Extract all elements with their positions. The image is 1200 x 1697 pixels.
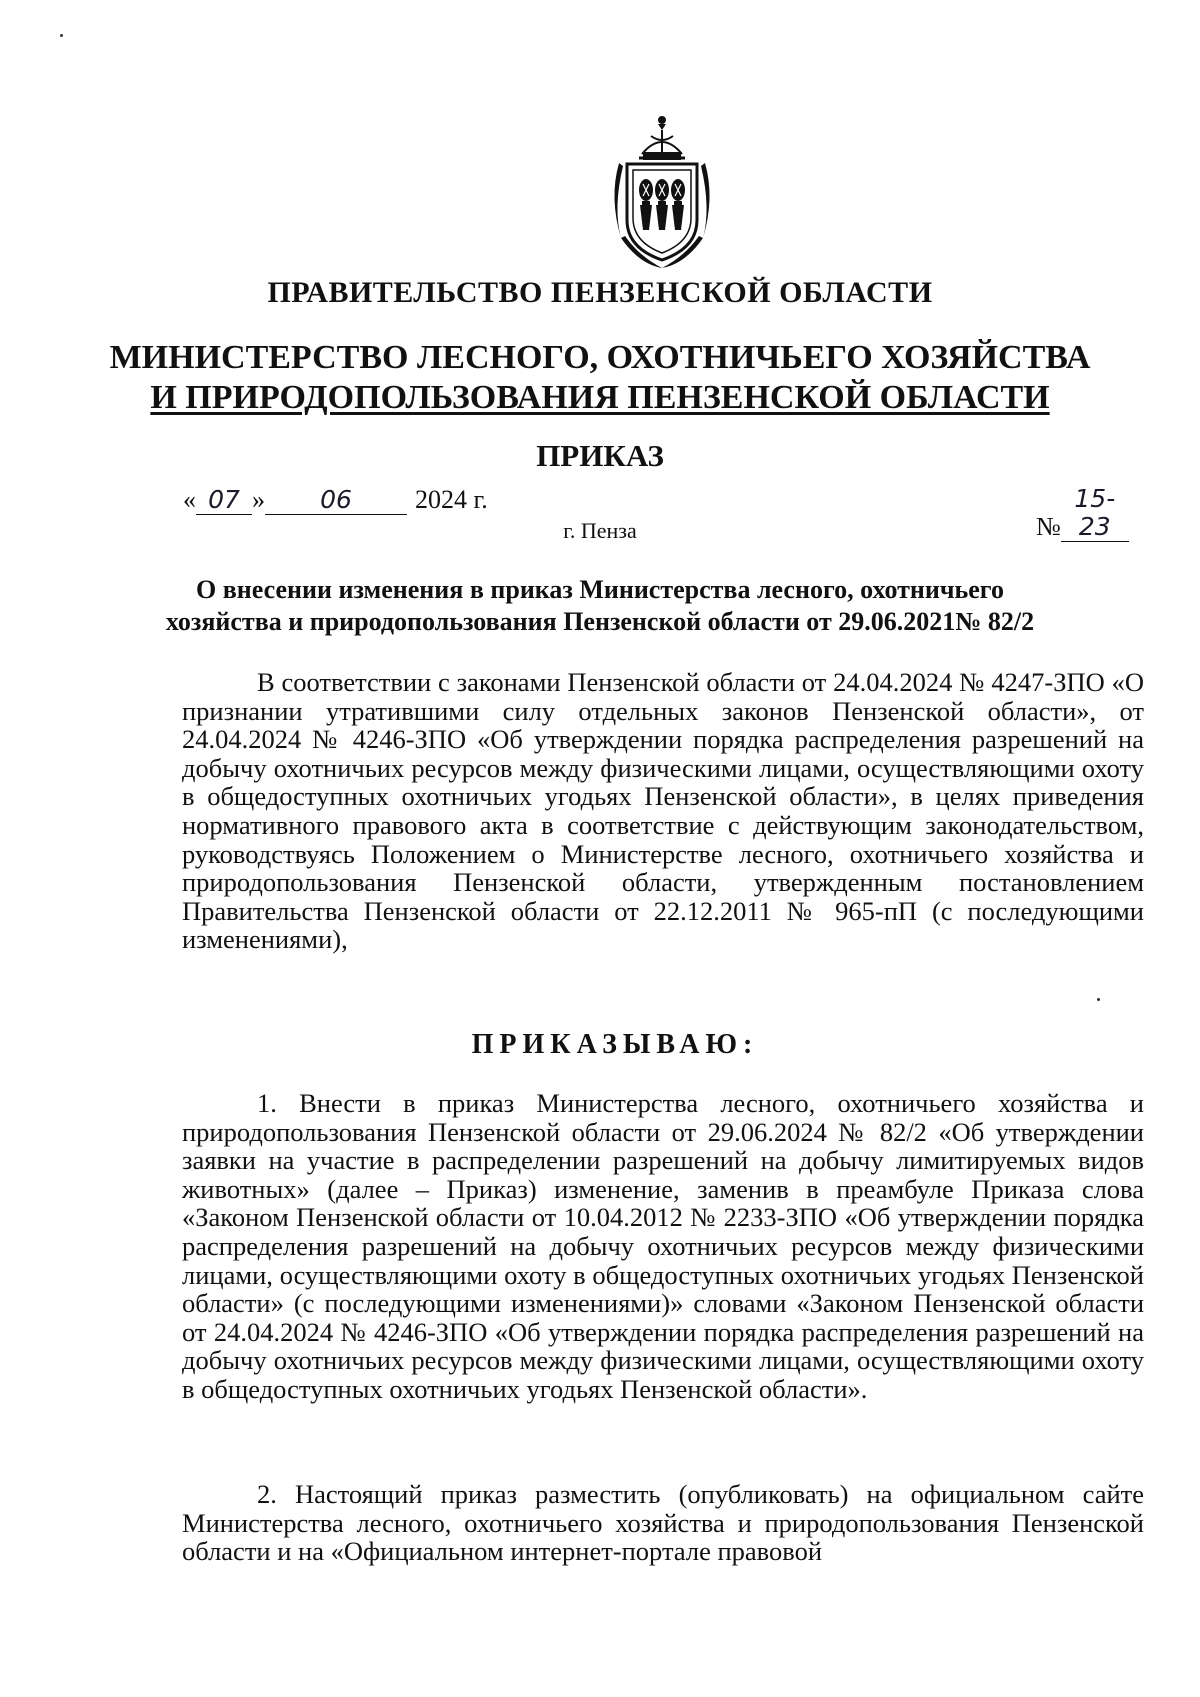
government-title: ПРАВИТЕЛЬСТВО ПЕНЗЕНСКОЙ ОБЛАСТИ bbox=[267, 276, 933, 309]
scan-speck bbox=[60, 34, 63, 37]
date-open-quote: « bbox=[183, 485, 196, 514]
scan-speck bbox=[1097, 998, 1100, 1001]
date-month-handwritten: 06 bbox=[265, 486, 407, 515]
document-date bbox=[183, 485, 583, 519]
item-1-paragraph bbox=[182, 1089, 1144, 1404]
decree-heading: ПРИКАЗЫВАЮ: bbox=[471, 1029, 759, 1060]
date-day-handwritten: 07 bbox=[196, 486, 252, 515]
ministry-title-line2: И ПРИРОДОПОЛЬЗОВАНИЯ ПЕНЗЕНСКОЙ ОБЛАСТИ bbox=[150, 379, 1050, 416]
document-city: г. Пенза bbox=[563, 518, 637, 543]
date-close-quote: » bbox=[252, 485, 265, 514]
preamble-paragraph bbox=[182, 668, 1144, 954]
penza-coat-of-arms-icon bbox=[599, 108, 725, 274]
ministry-title bbox=[0, 338, 1200, 418]
item-1-text: 1. Внести в приказ Министерства лесного, охотничьего хозяйства и природопользования Пензенской области от 29.06.2024 № 82/2 «Об утверждении заявки на участие в распределении разрешений на добычу лимитируемых видов животных» (далее – Приказ) изменение, заменив в преамбуле Приказа слова «Законом Пензенской области от 10.04.2012 № 2233-ЗПО «Об утверждении порядка распределения разрешений на добычу охотничьих ресурсов между физическими лицами, осуществляющими охоту в общедоступных охотничьих угодьях Пензенской области» (с последующими изменениями)» словами «Законом Пензенской области от 24.04.2024 № 4246-ЗПО «Об утверждении порядка распределения разрешений на добычу охотничьих ресурсов между физическими лицами, осуществляющими охоту в общедоступных охотничьих угодьях Пензенской области». bbox=[182, 1088, 1144, 1404]
number-handwritten: 15-23 bbox=[1061, 485, 1129, 542]
item-2-text: 2. Настоящий приказ разместить (опубликовать) на официальном сайте Министерства лесного, охотничьего хозяйства и природопользования Пензенской области и на «Официальном интернет-портале правовой bbox=[182, 1479, 1144, 1567]
item-2-paragraph bbox=[182, 1480, 1144, 1566]
ministry-title-line1: МИНИСТЕРСТВО ЛЕСНОГО, ОХОТНИЧЬЕГО ХОЗЯЙСТВА bbox=[109, 339, 1091, 376]
preamble-text: В соответствии с законами Пензенской области от 24.04.2024 № 4247-ЗПО «О признании утратившими силу отдельных законов Пензенской области», от 24.04.2024 № 4246-ЗПО «Об утверждении порядка распределения разрешений на добычу охотничьих ресурсов между физическими лицами, осуществляющими охоту в общедоступных охотничьих угодьях Пензенской области», в целях приведения нормативного правового акта в соответствие с действующим законодательством, руководствуясь Положением о Министерстве лесного, охотничьего хозяйства и природопользования Пензенской области, утвержденным постановлением Правительства Пензенской области от 22.12.2011 № 965-пП (с последующими изменениями), bbox=[182, 667, 1144, 955]
document-type: ПРИКАЗ bbox=[536, 438, 664, 473]
date-year: 2024 г. bbox=[415, 485, 488, 514]
number-prefix: № bbox=[1036, 512, 1061, 541]
document-subject: О внесении изменения в приказ Министерства лесного, охотничьего хозяйства и природопользования Пензенской области от 29.06.2021№ 82/2 bbox=[165, 575, 1035, 636]
